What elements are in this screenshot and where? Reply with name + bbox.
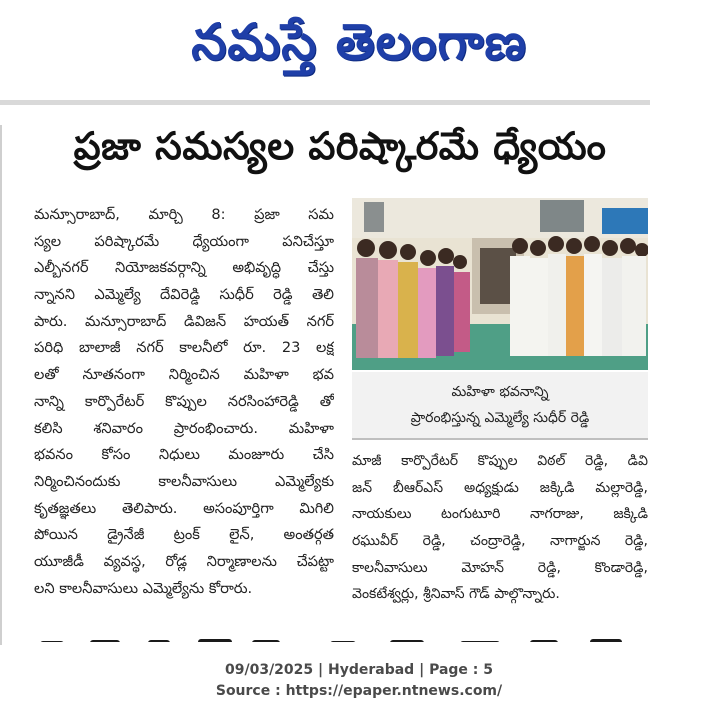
body-line: ఎల్బీనగర్ నియోజకవర్గాన్ని అభివృద్ధి చేస్తు: [34, 259, 334, 277]
source-link[interactable]: Source : https://epaper.ntnews.com/: [215, 683, 503, 699]
body-line: యూజీడీ వ్యవస్థ, రోడ్ల నిర్మాణాలను చేపట్టా: [34, 552, 334, 570]
masthead: [0, 0, 718, 96]
body-line: భవనం కోసం నిధులు మంజూరు చేసి: [34, 446, 334, 464]
body-line: లతో నూతనంగా నిర్మించిన మహిళా భవ: [34, 366, 334, 384]
body-line: నాన్ని కార్పొరేటర్ కొప్పుల నరసింహారెడ్డి తో: [34, 392, 334, 410]
column-rule: [0, 125, 2, 645]
source-footer: [0, 660, 718, 720]
body-line: పారు. మన్సూరాబాద్ డివిజన్ హయత్ నగర్: [34, 312, 334, 330]
cropped-next-headline: [30, 632, 650, 642]
body-line: మాజీ కార్పొరేటర్ కొప్పుల విఠల్ రెడ్డి, డివి: [352, 453, 648, 469]
article-headline: ప్రజా సమస్యల పరిష్కారమే ధ్యేయం: [73, 124, 607, 168]
body-line: కలిసి శనివారం ప్రారంభించారు. మహిళా: [34, 419, 334, 437]
body-line: మన్సూరాబాద్, మార్చి 8: ప్రజా సమ: [34, 206, 334, 223]
body-line: కాలనీవాసులు మోహన్ రెడ్డి, కొండారెడ్డి,: [352, 559, 648, 576]
edition-info: 09/03/2025 | Hyderabad | Page : 5: [224, 662, 494, 678]
caption-line-2: ప్రారంభిస్తున్న ఎమ్మెల్యే సుధీర్ రెడ్డి: [410, 410, 590, 426]
article-body-right: [352, 448, 648, 608]
body-line: నిర్మించినందుకు కాలనీవాసులు ఎమ్మెల్యేకు: [34, 472, 334, 490]
masthead-divider: [0, 100, 650, 105]
body-line: వెంకటేశ్వర్లు, శ్రీనివాస్ గౌడ్ పాల్గొన్నారు.: [352, 586, 560, 603]
article-body-left: [34, 202, 334, 602]
body-line: కృతజ్ఞతలు తెలిపారు. అసంపూర్తిగా మిగిలి: [34, 499, 334, 517]
body-line: లని కాలనీవాసులు ఎమ్మెల్యేను కోరారు.: [34, 579, 253, 597]
article-photo: [352, 198, 648, 370]
group-photo-illustration: [352, 198, 648, 370]
body-line: స్యల పరిష్కారమే ధ్యేయంగా పనిచేస్తూ: [34, 232, 334, 250]
newspaper-title: నమస్తే తెలంగాణ: [191, 12, 527, 71]
body-line: నాయకులు టంగుటూరి నాగరాజు, జక్కిడి: [352, 506, 648, 523]
photo-caption: [352, 372, 648, 440]
body-line: పోయిన డ్రైనేజీ ట్రంక్ లైన్, అంతర్గత: [34, 526, 334, 544]
caption-line-1: మహిళా భవనాన్ని: [451, 384, 549, 400]
body-line: పరిధి బాలాజీ నగర్ కాలనీలో రూ. 23 లక్ష: [34, 339, 334, 357]
body-line: రఘువీర్ రెడ్డి, చంద్రారెడ్డి, నాగార్జున రెడ్డి,: [352, 533, 648, 550]
body-line: న్నానని ఎమ్మెల్యే దేవిరెడ్డి సుధీర్ రెడ్డి తెలి: [34, 286, 334, 304]
body-line: జన్ బీఆర్ఎస్ అధ్యక్షుడు జక్కిడి మల్లారెడ్డి,: [352, 479, 648, 496]
cropped-text-fragment: [30, 637, 650, 642]
